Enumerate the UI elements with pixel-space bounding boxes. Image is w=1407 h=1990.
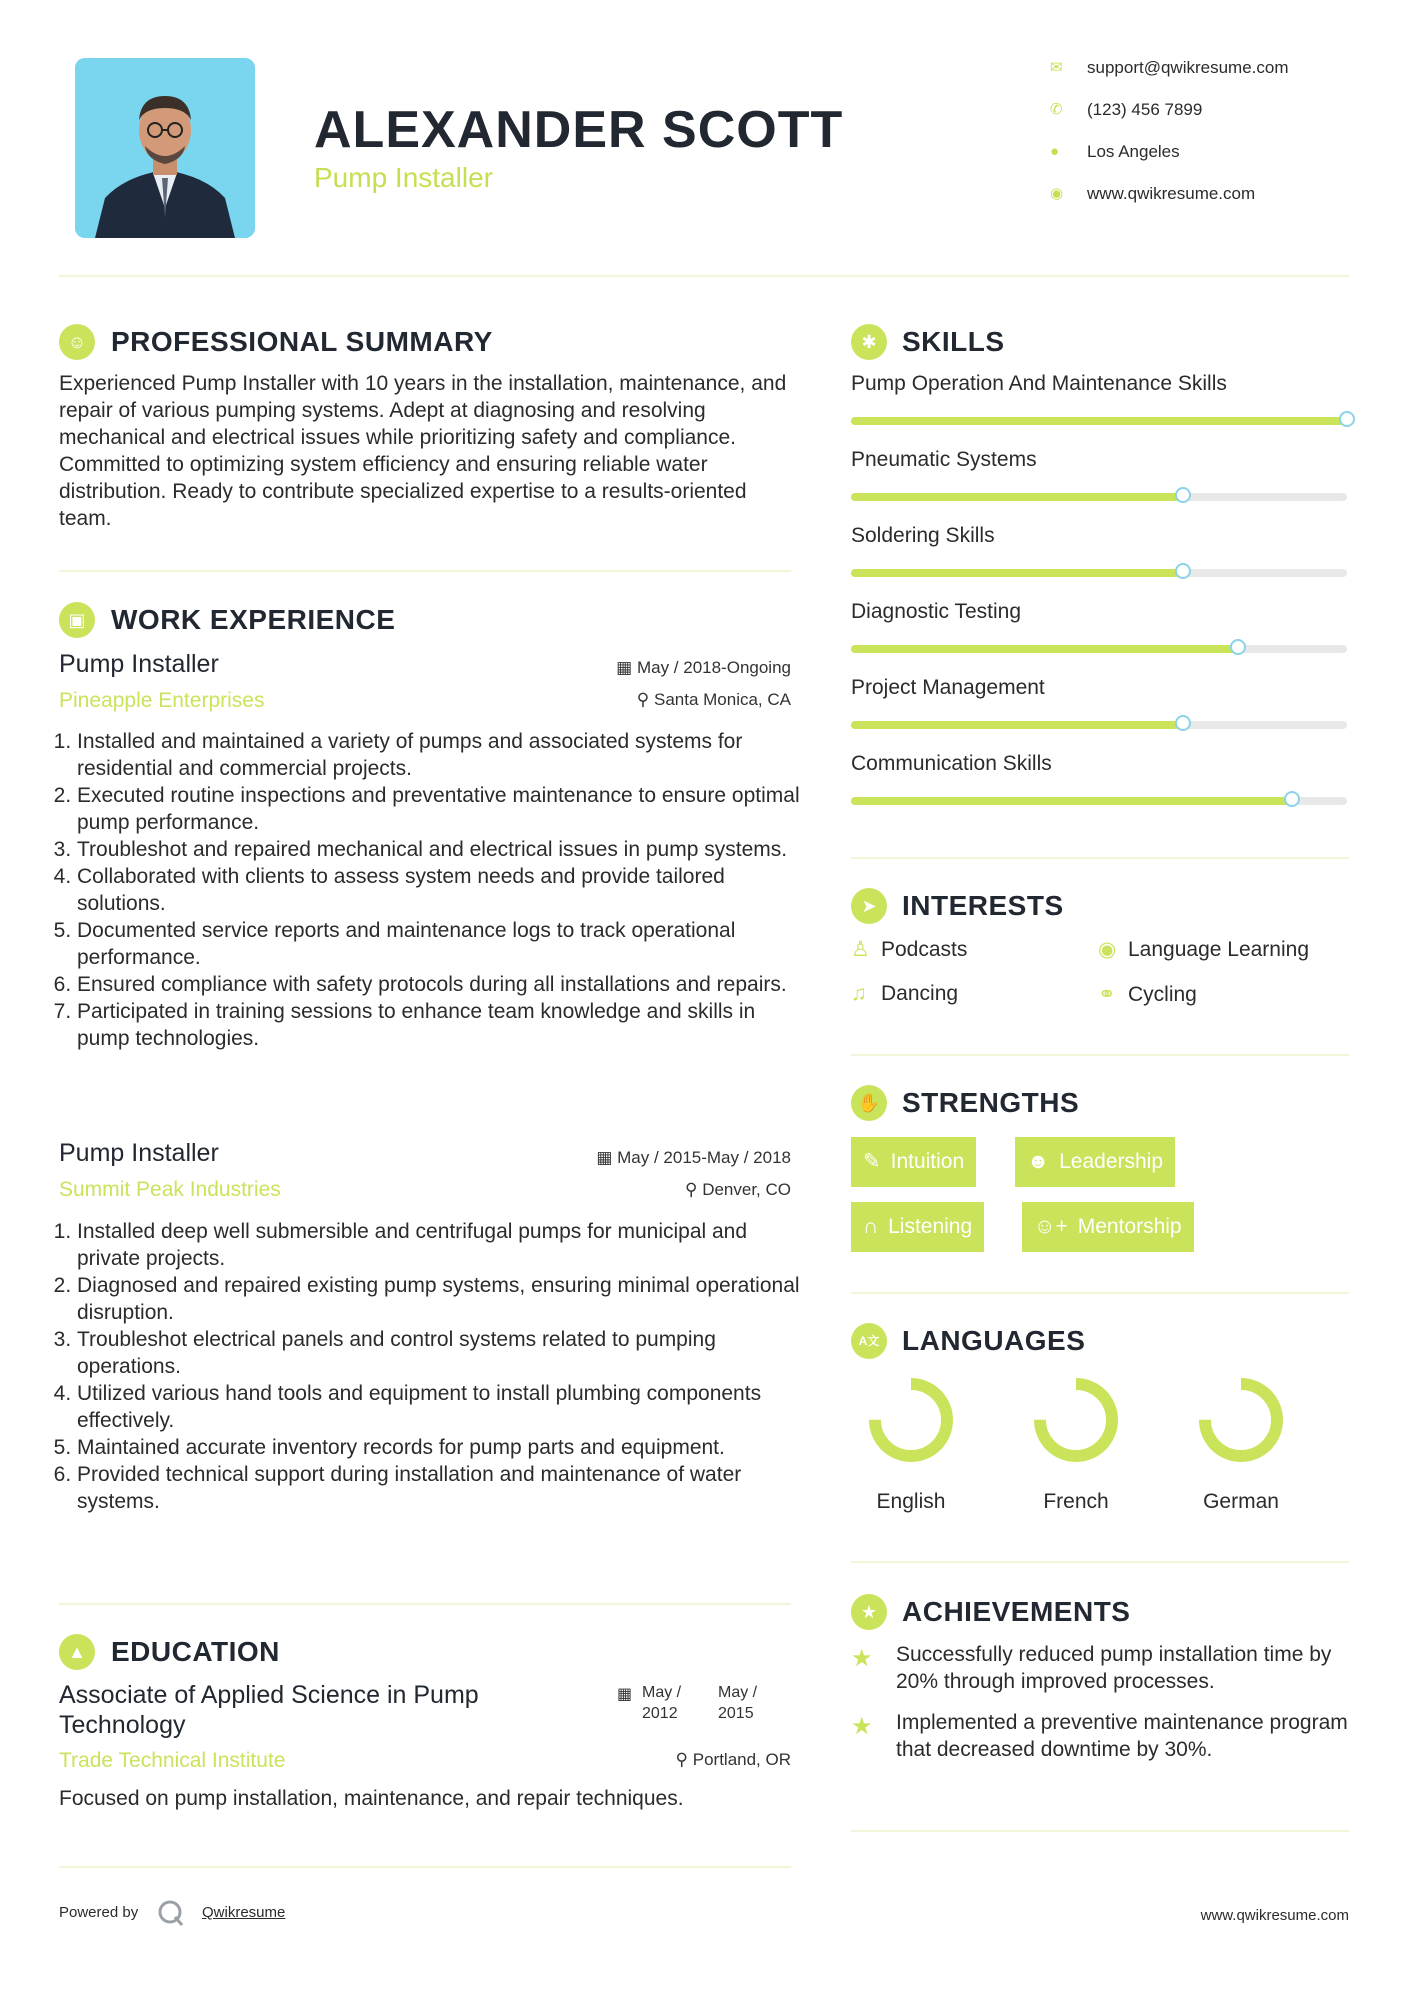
education-school: Trade Technical Institute [59,1749,286,1772]
list-item: 3. Troubleshot and repaired mechanical and electrical issues in pump systems. [77,836,812,863]
list-item: 3. Troubleshot electrical panels and control systems related to pumping operations. [77,1326,812,1380]
job-2-company: Summit Peak Industries [59,1178,281,1201]
language-ring [861,1370,961,1470]
list-item: 1. Installed and maintained a variety of pumps and associated systems for residential and commercial projects. [77,728,812,782]
pin-icon: ⚲ [685,1180,703,1199]
job-1-location: ⚲ Santa Monica, CA [636,690,791,709]
skill-bar [851,721,1347,729]
powered-by-label: Powered by [59,1904,139,1921]
star-icon: ★ [851,1645,873,1672]
interests-title: INTERESTS [902,890,1064,921]
music-note-icon: ♫ [851,982,867,1005]
bicycle-icon: ⚭ [1098,983,1116,1006]
strength-chip: ☻ Leadership [1015,1137,1175,1187]
user-icon: ☺ [59,324,95,360]
skill-label: Pneumatic Systems [851,448,1037,471]
lightbulb-icon: ✱ [851,324,887,360]
interest-item: ◉ Language Learning [1098,938,1310,961]
language-ring [1026,1370,1126,1470]
summary-title: PROFESSIONAL SUMMARY [111,326,493,357]
list-item: 6. Ensured compliance with safety protocols during all installations and repairs. [77,971,812,998]
skill-bar [851,797,1347,805]
job-2-duties [59,1218,812,1515]
hand-icon: ✋ [851,1085,887,1121]
job-1-date: ▦ May / 2018-Ongoing [616,658,791,677]
person-portrait-icon [75,58,255,238]
skill-bar-fill [851,797,1292,805]
interest-item: ♫ Dancing [851,982,959,1005]
list-item: 2. Executed routine inspections and preventative maintenance to ensure optimal pump performance. [77,782,812,836]
interest-item: ⚭ Cycling [1098,983,1197,1006]
strength-chip: ✎ Intuition [851,1137,976,1187]
skill-label: Communication Skills [851,752,1052,775]
phone-icon: ✆ [1050,101,1063,118]
education-degree: Associate of Applied Science in Pump Technology [59,1681,479,1739]
skills-title: SKILLS [902,326,1005,357]
language-label: English [876,1490,946,1513]
job-1-title: Pump Installer [59,650,219,678]
calendar-icon: ▦ [617,1686,633,1703]
headphones-icon: ∩ [863,1215,879,1238]
strengths-title: STRENGTHS [902,1087,1080,1118]
education-title: EDUCATION [111,1636,280,1667]
skill-bar-fill [851,645,1238,653]
calendar-icon: ▦ [616,658,637,677]
globe-icon: ◉ [1050,185,1064,202]
star-icon: ★ [851,1713,873,1740]
globe-icon: ◉ [1098,938,1117,961]
interest-item: ♙ Podcasts [851,938,968,961]
summary-text: Experienced Pump Installer with 10 years in the installation, maintenance, and repair of various pumping systems. Adept at diagnosing and resolving mechanical and electrical issues while prioritizing safety and compliance. Committed to optimizing system efficiency and ensuring reliable water distribution. Ready to contribute specialized expertise to a results-oriented team. [59,372,787,530]
skill-bar-knob [1175,487,1191,503]
list-item: 5. Documented service reports and maintenance logs to track operational performance. [77,917,812,971]
list-item: 1. Installed deep well submersible and centrifugal pumps for municipal and private projects. [77,1218,812,1272]
calendar-icon: ▦ [596,1148,618,1167]
achievements-divider [851,1830,1349,1832]
skill-bar-knob [1230,639,1246,655]
skill-bar-fill [851,569,1183,577]
skill-label: Project Management [851,676,1045,699]
job-2-location: ⚲ Denver, CO [685,1180,791,1199]
language-label: French [1043,1490,1109,1513]
list-item: 4. Collaborated with clients to assess system needs and provide tailored solutions. [77,863,812,917]
languages-title: LANGUAGES [902,1325,1086,1356]
achievements-title: ACHIEVEMENTS [902,1596,1131,1627]
qwikresume-link[interactable]: Qwikresume [202,1904,286,1921]
achievement-item: Successfully reduced pump installation time by 20% through improved processes. [896,1643,1332,1693]
job-1-company: Pineapple Enterprises [59,689,265,712]
skills-divider [851,857,1349,859]
users-icon: ☻ [1027,1150,1050,1173]
education-date-end: May / 2015 [718,1684,758,1722]
skill-bar-knob [1175,715,1191,731]
strength-chip: ∩ Listening [851,1202,984,1252]
job-1-duties [59,728,812,1052]
skill-label: Soldering Skills [851,524,995,547]
skill-bar-knob [1284,791,1300,807]
briefcase-icon: ▣ [59,602,95,638]
qwikresume-logo-icon [157,1899,185,1927]
header-divider [59,275,1349,277]
candidate-role: Pump Installer [314,162,493,193]
list-item: 5. Maintained accurate inventory records for pump parts and equipment. [77,1434,812,1461]
list-item: 6. Provided technical support during installation and maintenance of water systems. [77,1461,812,1515]
skill-bar-fill [851,721,1183,729]
education-date-start: May / 2012 [642,1684,682,1722]
language-icon: A文 [851,1323,887,1359]
candidate-name: ALEXANDER SCOTT [314,101,844,159]
skill-bar-knob [1339,411,1355,427]
language-label: German [1203,1490,1279,1513]
experience-title: WORK EXPERIENCE [111,604,396,635]
job-2-title: Pump Installer [59,1139,219,1167]
language-ring [1191,1370,1291,1470]
list-item: 2. Diagnosed and repaired existing pump systems, ensuring minimal operational disruption. [77,1272,812,1326]
achievement-item: Implemented a preventive maintenance program that decreased downtime by 30%. [896,1711,1348,1761]
languages-divider [851,1561,1349,1563]
paper-plane-icon: ➤ [851,888,887,924]
envelope-icon: ✉ [1050,59,1063,76]
job-2-date: ▦ May / 2015-May / 2018 [596,1148,791,1167]
skill-bar-knob [1175,563,1191,579]
skill-bar [851,645,1347,653]
pin-icon: ⚲ [636,690,654,709]
skill-bar [851,417,1347,425]
pin-icon: ⚲ [675,1750,693,1769]
list-item: 7. Participated in training sessions to enhance team knowledge and skills in pump technologies. [77,998,812,1052]
summary-divider [59,570,791,572]
skill-bar [851,569,1347,577]
education-location: ⚲ Portland, OR [675,1750,791,1769]
education-divider [59,1866,791,1868]
education-description: Focused on pump installation, maintenance, and repair techniques. [59,1787,684,1810]
skill-bar-fill [851,493,1183,501]
strengths-divider [851,1292,1349,1294]
graduation-icon: ▲ [59,1634,95,1670]
strength-chip: ☺+ Mentorship [1022,1202,1194,1252]
list-item: 4. Utilized various hand tools and equipment to install plumbing components effectively. [77,1380,812,1434]
skill-label: Pump Operation And Maintenance Skills [851,372,1227,395]
user-plus-icon: ☺+ [1034,1215,1068,1238]
skill-label: Diagnostic Testing [851,600,1022,623]
skill-bar-fill [851,417,1347,425]
experience-divider [59,1603,791,1605]
skill-bar [851,493,1347,501]
location-pin-icon: ● [1050,143,1060,160]
footer-url[interactable]: www.qwikresume.com [1200,1907,1349,1924]
magic-wand-icon: ✎ [863,1150,881,1173]
award-icon: ★ [851,1594,887,1630]
profile-photo [75,58,255,238]
microphone-icon: ♙ [851,938,870,961]
interests-divider [851,1054,1349,1056]
